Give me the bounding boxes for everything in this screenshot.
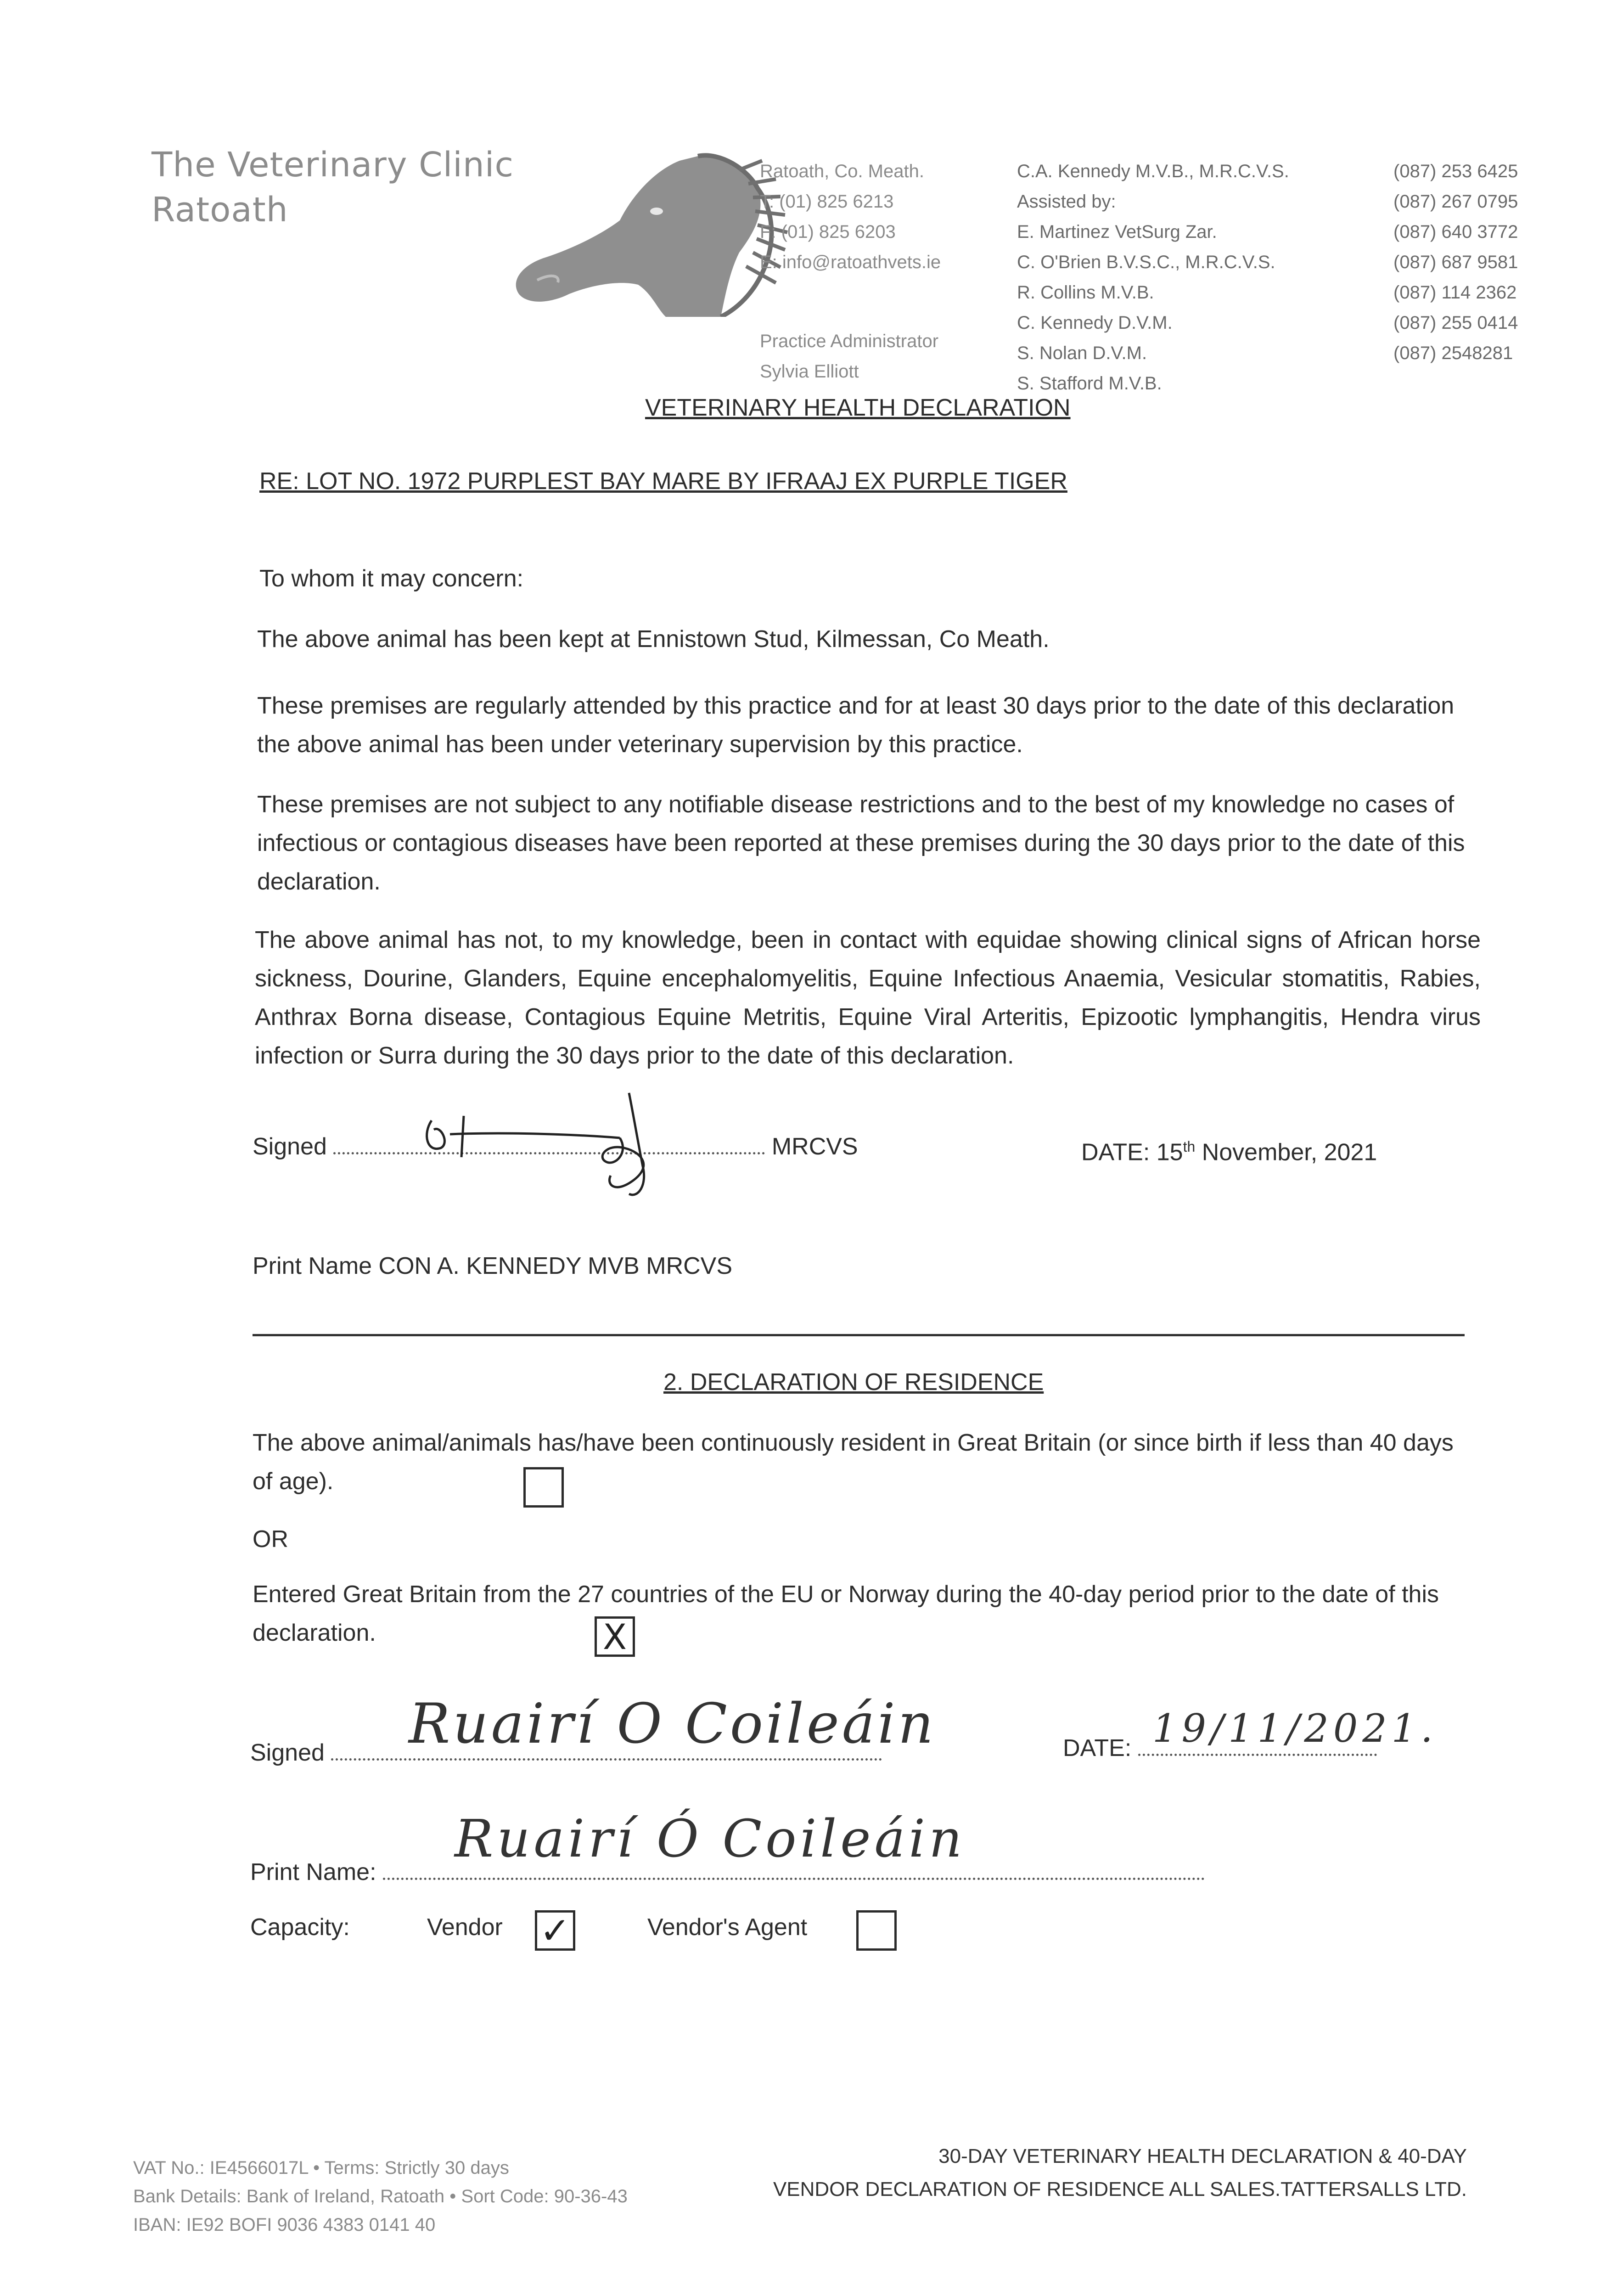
staff-name: C.A. Kennedy M.V.B., M.R.C.V.S. [1017, 161, 1289, 181]
staff-name: C. Kennedy D.V.M. [1017, 313, 1173, 333]
paragraph-4: The above animal has not, to my knowledge, been in contact with equidae showing clinical signs of African horse sickness, Dourine, Glanders, Equine encephalomyelitis, Equine Infectious Anaemia, Vesicular stomatitis, Rabies, Anthrax Borna disease, Contagious Equine Metritis, Equine Viral Arteritis, Epizootic lymphangitis, Hendra virus infection or Surra during the 30 days prior to the date of this declaration. [255, 927, 1481, 1069]
mrcvs-label: MRCVS [771, 1133, 858, 1160]
staff-phone: (087) 267 0795 [1393, 191, 1518, 212]
vendor-date-value: 19/11/2021. [1152, 1706, 1438, 1751]
staff-phone: (087) 2548281 [1393, 343, 1513, 363]
vendor-print-name-value: Ruairí Ó Coileáin [455, 1809, 966, 1869]
footer-company-details [133, 2154, 628, 2239]
section-divider [253, 1334, 1465, 1336]
staff-phone: (087) 114 2362 [1393, 282, 1517, 303]
paragraph-1: The above animal has been kept at Ennistown Stud, Kilmessan, Co Meath. [257, 626, 1050, 653]
or-label: OR [253, 1526, 288, 1553]
practice-administrator: Practice Administrator Sylvia Elliott [760, 331, 939, 382]
footer-form-title: 30-DAY VETERINARY HEALTH DECLARATION & 40-DAY VENDOR DECLARATION OF RESIDENCE ALL SALES.TATTERSALLS LTD. [773, 2145, 1467, 2200]
vendor-signature: Ruairí O Coileáin [409, 1692, 937, 1756]
vendor-signature-line: Signed [250, 1733, 882, 1772]
staff-phone: (087) 640 3772 [1393, 222, 1518, 242]
vendor-label: Vendor [427, 1914, 503, 1941]
staff-phone: (087) 253 6425 [1393, 161, 1518, 181]
vendor-agent-label: Vendor's Agent [647, 1914, 808, 1941]
paragraph-2: These premises are regularly attended by this practice and for at least 30 days prior to the date of this declaration the above animal has been under veterinary supervision by this practice. [257, 692, 1455, 758]
staff-phone: (087) 255 0414 [1393, 313, 1518, 333]
vet-print-name: Print Name CON A. KENNEDY MVB MRCVS [253, 1253, 733, 1279]
vendor-print-name-line: Print Name: [250, 1853, 1205, 1891]
staff-name: R. Collins M.V.B. [1017, 282, 1154, 303]
residence-option-2: Entered Great Britain from the 27 countries of the EU or Norway during the 40-day period prior to the date of this declaration. [253, 1581, 1439, 1646]
bank-details: Bank Details: Bank of Ireland, Ratoath • Sort Code: 90-36-43 [133, 2186, 628, 2206]
document-title: VETERINARY HEALTH DECLARATION [645, 394, 1071, 421]
vat-number: VAT No.: IE4566017L • Terms: Strictly 30 days [133, 2158, 509, 2178]
vendor-agent-checkbox[interactable] [856, 1910, 897, 1951]
vet-declaration-date: DATE: 15th November, 2021 [1081, 1138, 1377, 1166]
entered-gb-checkbox[interactable]: X [595, 1616, 635, 1657]
staff-name: Assisted by: [1017, 191, 1116, 212]
paragraph-3: These premises are not subject to any notifiable disease restrictions and to the best of my knowledge no cases of infectious or contagious diseases have been reported at these premises during the 30 days prior to the date of this declaration. [257, 791, 1465, 895]
staff-phone: (087) 687 9581 [1393, 252, 1518, 272]
iban: IBAN: IE92 BOFI 9036 4383 0141 40 [133, 2215, 436, 2235]
letterhead [152, 142, 1575, 400]
staff-name: S. Stafford M.V.B. [1017, 373, 1162, 394]
signed-label: Signed [253, 1133, 327, 1160]
staff-name: S. Nolan D.V.M. [1017, 343, 1147, 363]
residence-option-1: The above animal/animals has/have been continuously resident in Great Britain (or since birth if less than 40 days of age). [253, 1429, 1454, 1495]
resident-gb-checkbox[interactable] [523, 1467, 564, 1508]
vendor-checkbox[interactable]: ✓ [535, 1910, 575, 1951]
clinic-name: The Veterinary Clinic Ratoath [152, 145, 514, 230]
clinic-address: Ratoath, Co. Meath. T: (01) 825 6213 F: (01) 825 6203 E: info@ratoathvets.ie [760, 161, 941, 272]
staff-list [1017, 156, 1289, 399]
capacity-label: Capacity: [250, 1914, 350, 1941]
salutation: To whom it may concern: [259, 565, 524, 592]
vet-signature-icon [413, 1088, 762, 1203]
lot-reference: RE: LOT NO. 1972 PURPLEST BAY MARE BY IFRAAJ EX PURPLE TIGER [259, 468, 1067, 495]
staff-name: C. O'Brien B.V.S.C., M.R.C.V.S. [1017, 252, 1275, 272]
staff-name: E. Martinez VetSurg Zar. [1017, 222, 1217, 242]
staff-phones [1393, 156, 1518, 368]
vendor-date-line: DATE: [1063, 1729, 1377, 1767]
residence-title: 2. DECLARATION OF RESIDENCE [663, 1369, 1044, 1396]
